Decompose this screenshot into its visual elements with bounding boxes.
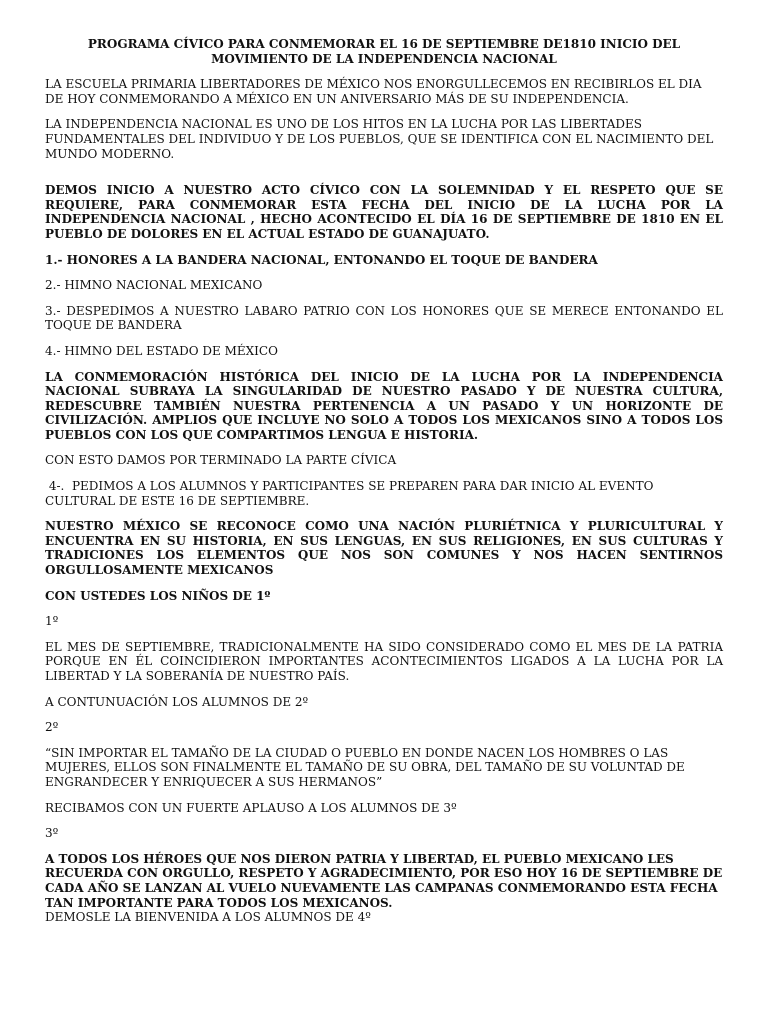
document-title: PROGRAMA CÍVICO PARA CONMEMORAR EL 16 DE SEPTIEMBRE DE1810 INICIO DEL MOVIMIENTO DE LA INDEPENDENCIA NACIONAL — [87, 37, 681, 66]
first-grade-label: 1º — [45, 614, 59, 629]
civic-end-paragraph: CON ESTO DAMOS POR TERMINADO LA PARTE CÍVICA — [45, 453, 397, 468]
september-paragraph: EL MES DE SEPTIEMBRE, TRADICIONALMENTE HA SIDO CONSIDERADO COMO EL MES DE LA PATRIA PORQUE EN ÉL COINCIDIERON IMPORTANTES ACONTECIMIENTOS LIGADOS A LA LUCHA POR LA LIBERTAD Y LA SOBERANÍA DE NUESTRO PAÍS. — [45, 639, 723, 683]
pluricultural-paragraph: NUESTRO MÉXICO SE RECONOCE COMO UNA NACIÓN PLURIÉTNICA Y PLURICULTURAL Y ENCUENTRA EN SU HISTORIA, EN SUS LENGUAS, EN SUS RELIGIONES, EN SUS CULTURAS Y TRADICIONES LOS ELEMENTOS QUE NOS SON COMUNES Y NOS HACEN SENTIRNOS ORGULLOSAMENTE MEXICANOS — [45, 519, 723, 578]
independence-paragraph: LA INDEPENDENCIA NACIONAL ES UNO DE LOS HITOS EN LA LUCHA POR LAS LIBERTADES FUNDAMENTALES DEL INDIVIDUO Y DE LOS PUEBLOS, QUE SE IDENTIFICA CON EL NACIMIENTO DEL MUNDO MODERNO. — [45, 117, 714, 161]
cultural-event-paragraph: 4-. PEDIMOS A LOS ALUMNOS Y PARTICIPANTES SE PREPAREN PARA DAR INICIO AL EVENTO CULTURAL DE ESTE 16 DE SEPTIEMBRE. — [45, 479, 658, 508]
program-item-2: 2.- HIMNO NACIONAL MEXICANO — [45, 278, 263, 293]
program-item-4: 4.- HIMNO DEL ESTADO DE MÉXICO — [45, 343, 278, 358]
fourth-grade-intro: DEMOSLE LA BIENVENIDA A LOS ALUMNOS DE 4º — [45, 910, 371, 925]
commemoration-paragraph: LA CONMEMORACIÓN HISTÓRICA DEL INICIO DE LA LUCHA POR LA INDEPENDENCIA NACIONAL SUBRAYA LA SINGULARIDAD DE NUESTRO PASADO Y DE NUESTRA CULTURA, REDESCUBRE TAMBIÉN NUESTRA PERTENENCIA A UN PASADO Y UN HORIZONTE DE CIVILIZACIÓN. AMPLIOS QUE INCLUYE NO SOLO A TODOS LOS MEXICANOS SINO A TODOS LOS PUEBLOS CON LOS QUE COMPARTIMOS LENGUA E HISTORIA. — [45, 369, 723, 442]
heroes-paragraph: A TODOS LOS HÉROES QUE NOS DIERON PATRIA Y LIBERTAD, EL PUEBLO MEXICANO LES RECUERDA CON ORGULLO, RESPETO Y AGRADECIMIENTO, POR ESO HOY 16 DE SEPTIEMBRE DE CADA AÑO SE LANZAN AL VUELO NUEVAMENTE LAS CAMPANAS CONMEMORANDO ESTA FECHA TAN IMPORTANTE PARA TODOS LOS MEXICANOS. — [45, 851, 723, 910]
third-grade-label: 3º — [45, 826, 59, 841]
second-grade-label: 2º — [45, 720, 59, 735]
first-grade-intro: CON USTEDES LOS NIÑOS DE 1º — [45, 588, 271, 603]
document-page — [45, 37, 723, 925]
third-grade-intro: RECIBAMOS CON UN FUERTE APLAUSO A LOS ALUMNOS DE 3º — [45, 800, 457, 815]
program-item-1: 1.- HONORES A LA BANDERA NACIONAL, ENTONANDO EL TOQUE DE BANDERA — [45, 252, 598, 267]
program-item-3: 3.- DESPEDIMOS A NUESTRO LABARO PATRIO CON LOS HONORES QUE SE MERECE ENTONANDO EL TOQUE DE BANDERA — [45, 303, 723, 333]
quote-paragraph: “SIN IMPORTAR EL TAMAÑO DE LA CIUDAD O PUEBLO EN DONDE NACEN LOS HOMBRES O LAS MUJERES, ELLOS SON FINALMENTE EL TAMAÑO DE SU OBRA, DEL TAMAÑO DE SU VOLUNTAD DE ENGRANDECER Y ENRIQUECER A SUS HERMANOS” — [45, 745, 685, 789]
welcome-paragraph: LA ESCUELA PRIMARIA LIBERTADORES DE MÉXICO NOS ENORGULLECEMOS EN RECIBIRLOS EL DIA DE HOY CONMEMORANDO A MÉXICO EN UN ANIVERSARIO MÁS DE SU INDEPENDENCIA. — [45, 77, 702, 106]
opening-paragraph: DEMOS INICIO A NUESTRO ACTO CÍVICO CON LA SOLEMNIDAD Y EL RESPETO QUE SE REQUIERE, PARA CONMEMORAR ESTA FECHA DEL INICIO DE LA LUCHA POR LA INDEPENDENCIA NACIONAL , HECHO ACONTECIDO EL DÍA 16 DE SEPTIEMBRE DE 1810 EN EL PUEBLO DE DOLORES EN EL ACTUAL ESTADO DE GUANAJUATO. — [45, 183, 723, 241]
second-grade-intro: A CONTUNUACIÓN LOS ALUMNOS DE 2º — [45, 694, 309, 709]
